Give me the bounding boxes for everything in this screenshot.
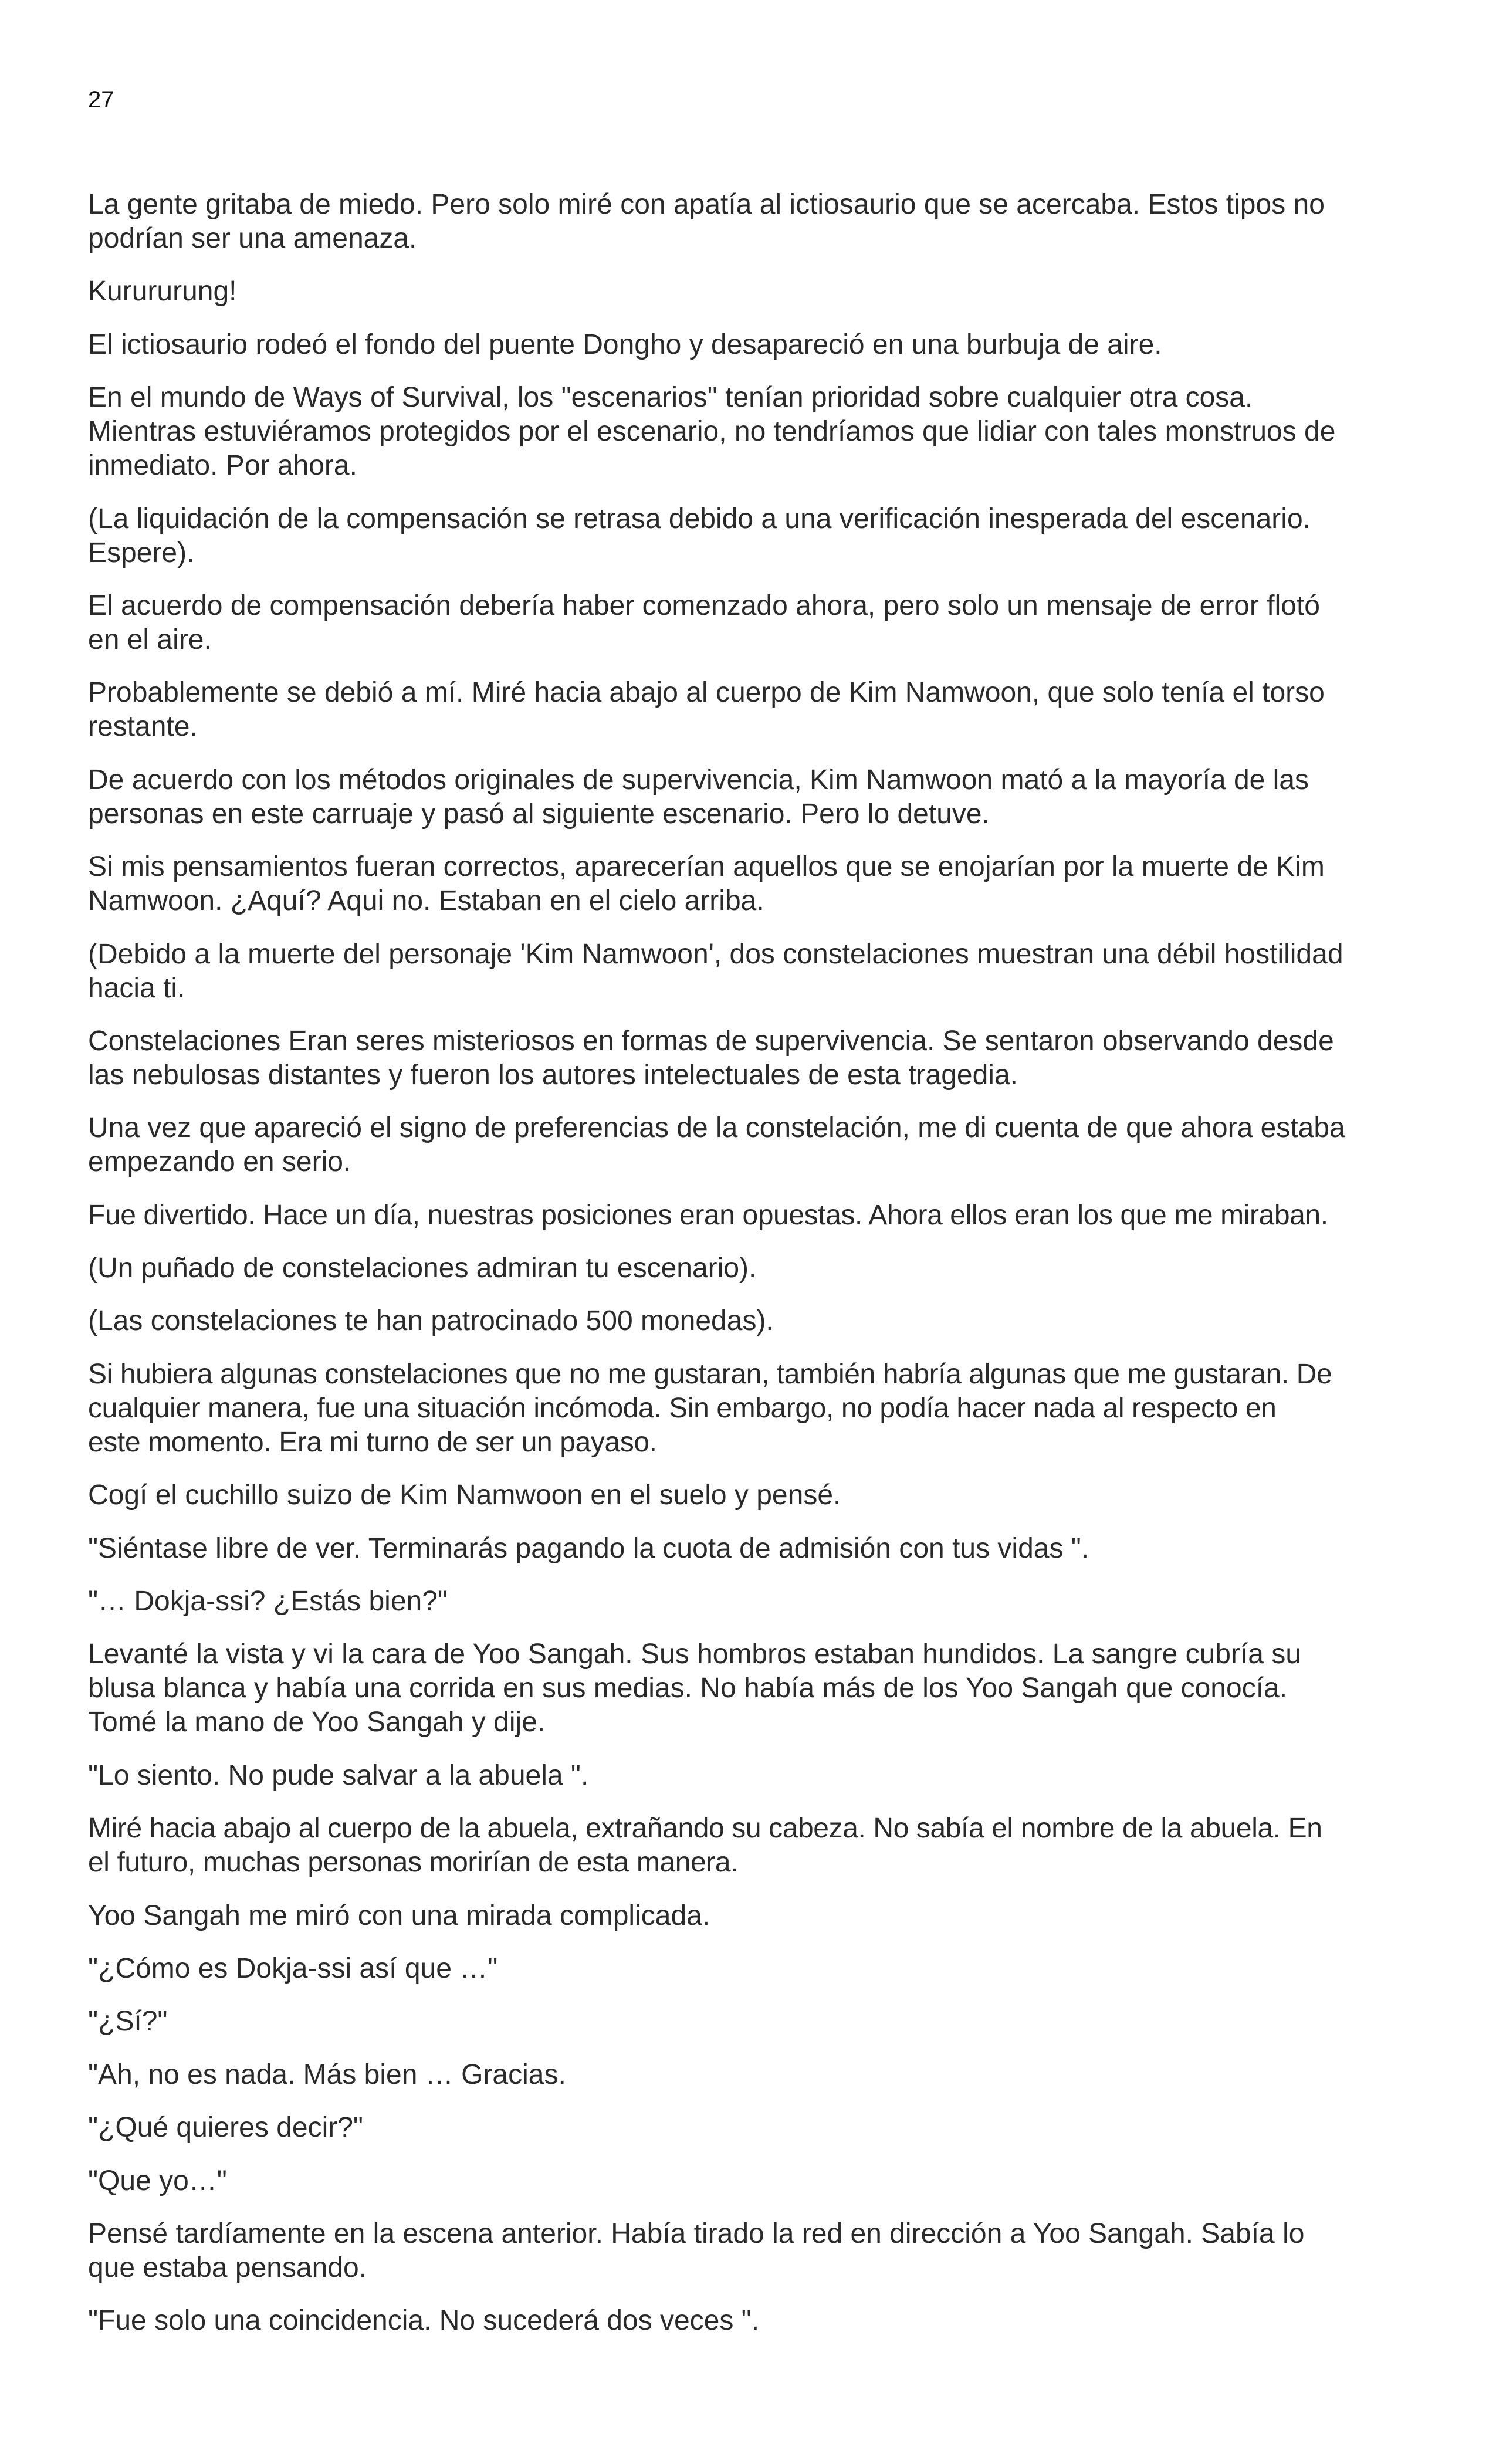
paragraph: "Ah, no es nada. Más bien … Gracias. — [88, 2059, 566, 2090]
paragraph: Una vez que apareció el signo de preferencias de la constelación, me di cuenta de que ahora estaba empezando en serio. — [88, 1112, 1345, 1178]
paragraph: "Fue solo una coincidencia. No sucederá dos veces ". — [88, 2305, 760, 2337]
paragraph: (Las constelaciones te han patrocinado 500 monedas). — [88, 1305, 774, 1337]
paragraph: "¿Cómo es Dokja-ssi así que …" — [88, 1952, 498, 1984]
paragraph: En el mundo de Ways of Survival, los "escenarios" tenían prioridad sobre cualquier otra cosa. Mientras estuviéramos protegidos por el escenario, no tendríamos que lidiar con tales monstruos de inmediato. Por ahora. — [88, 382, 1336, 482]
paragraph: Constelaciones Eran seres misteriosos en formas de supervivencia. Se sentaron observando desde las nebulosas distantes y fueron los autores intelectuales de esta tragedia. — [88, 1025, 1334, 1091]
paragraph: Cogí el cuchillo suizo de Kim Namwoon en el suelo y pensé. — [88, 1480, 841, 1511]
paragraph: "Siéntase libre de ver. Terminarás pagando la cuota de admisión con tus vidas ". — [88, 1532, 1089, 1564]
paragraph: (Un puñado de constelaciones admiran tu escenario). — [88, 1253, 757, 1284]
paragraph: "Lo siento. No pude salvar a la abuela ". — [88, 1759, 589, 1791]
paragraph: "Que yo…" — [88, 2165, 227, 2196]
document-body — [88, 188, 1414, 2338]
paragraph: Probablemente se debió a mí. Miré hacia abajo al cuerpo de Kim Namwoon, que solo tenía el torso restante. — [88, 677, 1325, 743]
paragraph: La gente gritaba de miedo. Pero solo miré con apatía al ictiosaurio que se acercaba. Estos tipos no podrían ser una amenaza. — [88, 189, 1325, 254]
paragraph: El ictiosaurio rodeó el fondo del puente Dongho y desapareció en una burbuja de aire. — [88, 329, 1162, 360]
paragraph: Miré hacia abajo al cuerpo de la abuela, extrañando su cabeza. No sabía el nombre de la abuela. En el futuro, muchas personas morirían de esta manera. — [88, 1813, 1322, 1879]
page-number: 27 — [88, 87, 114, 113]
paragraph: De acuerdo con los métodos originales de supervivencia, Kim Namwoon mató a la mayoría de las personas en este carruaje y pasó al siguiente escenario. Pero lo detuve. — [88, 764, 1309, 830]
paragraph: "¿Sí?" — [88, 2006, 168, 2037]
paragraph: "… Dokja-ssi? ¿Estás bien?" — [88, 1586, 448, 1617]
paragraph: Kurururung! — [88, 276, 237, 307]
paragraph: Fue divertido. Hace un día, nuestras posiciones eran opuestas. Ahora ellos eran los que me miraban. — [88, 1199, 1328, 1231]
paragraph: El acuerdo de compensación debería haber comenzado ahora, pero solo un mensaje de error flotó en el aire. — [88, 590, 1320, 655]
paragraph: Levanté la vista y vi la cara de Yoo Sangah. Sus hombros estaban hundidos. La sangre cubría su blusa blanca y había una corrida en sus medias. No había más de los Yoo Sangah que conocía. Tomé la mano de Yoo Sangah y dije. — [88, 1639, 1302, 1738]
paragraph: (Debido a la muerte del personaje 'Kim Namwoon', dos constelaciones muestran una débil hostilidad hacia ti. — [88, 938, 1343, 1004]
paragraph: Pensé tardíamente en la escena anterior. Había tirado la red en dirección a Yoo Sangah. Sabía lo que estaba pensando. — [88, 2218, 1305, 2283]
paragraph: Si mis pensamientos fueran correctos, aparecerían aquellos que se enojarían por la muerte de Kim Namwoon. ¿Aquí? Aqui no. Estaban en el cielo arriba. — [88, 851, 1325, 917]
paragraph: Yoo Sangah me miró con una mirada complicada. — [88, 1900, 710, 1931]
paragraph: Si hubiera algunas constelaciones que no me gustaran, también habría algunas que me gustaran. De cualquier manera, fue una situación incómoda. Sin embargo, no podía hacer nada al respecto en este momento. Era mi turno de ser un payaso. — [88, 1358, 1332, 1458]
paragraph: "¿Qué quieres decir?" — [88, 2112, 363, 2144]
paragraph: (La liquidación de la compensación se retrasa debido a una verificación inesperada del escenario. Espere). — [88, 503, 1311, 568]
